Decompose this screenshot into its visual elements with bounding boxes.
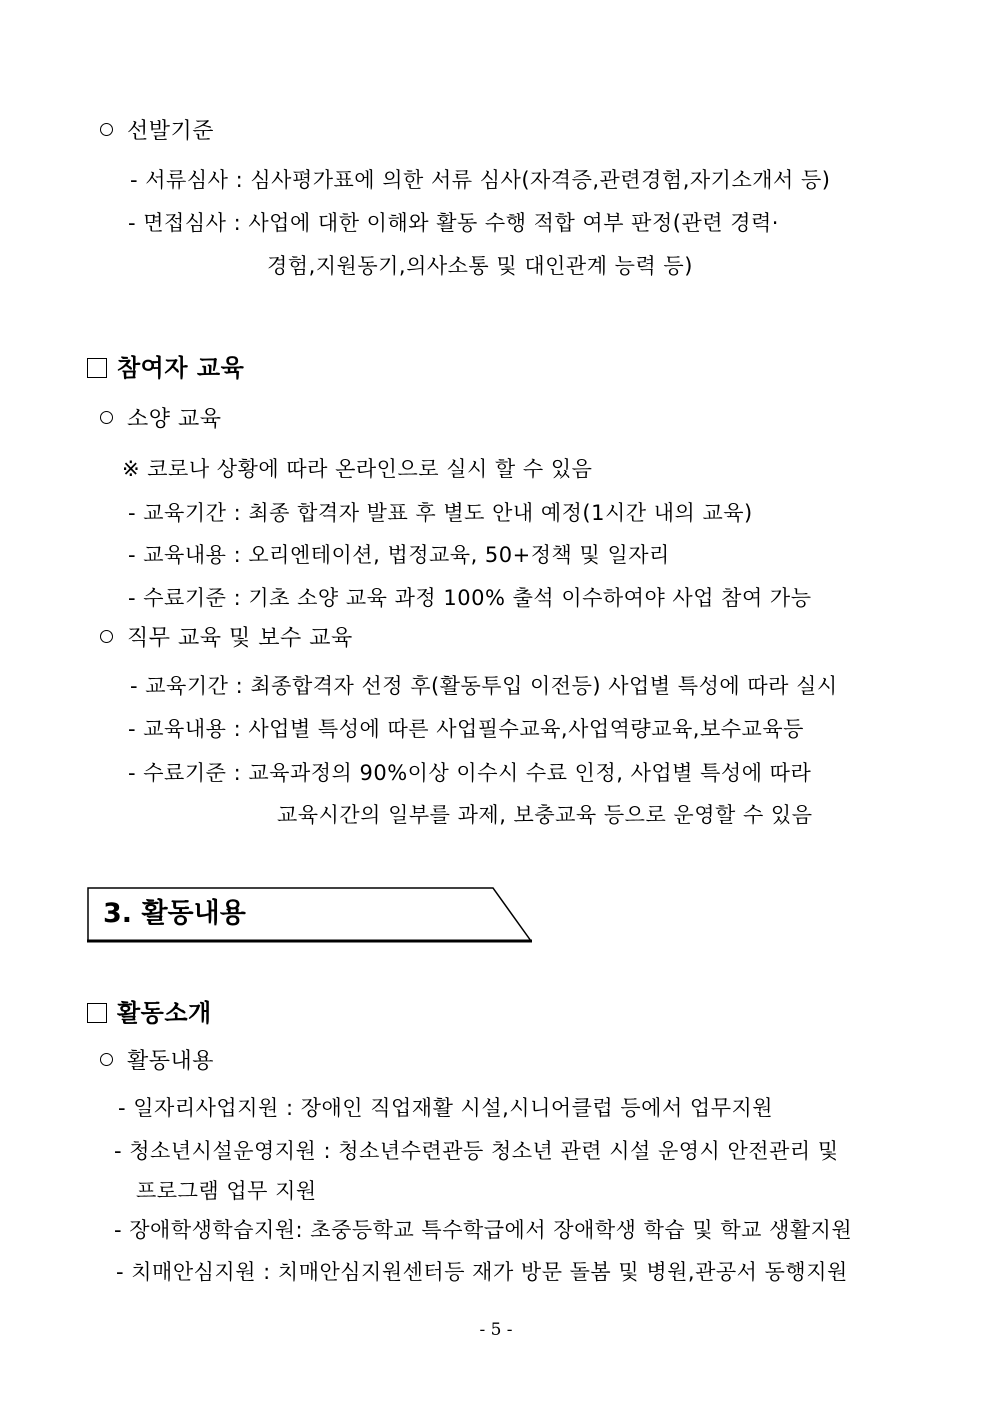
- activity-item-disabled-student: - 장애학생학습지원: 초중등학교 특수학급에서 장애학생 학습 및 학교 생활지원: [114, 1218, 853, 1242]
- job-education-heading: 직무 교육 및 보수 교육: [100, 625, 353, 653]
- basic-education-content: - 교육내용 : 오리엔테이션, 법정교육, 50+정책 및 일자리: [128, 543, 670, 567]
- circle-bullet-icon: [100, 123, 113, 136]
- selection-interview-cont: 경험,지원동기,의사소통 및 대인관계 능력 등): [267, 254, 693, 278]
- circle-bullet-icon: [100, 411, 113, 424]
- selection-document-review: - 서류심사 : 심사평가표에 의한 서류 심사(자격증,관련경험,자기소개서 등): [130, 168, 831, 192]
- selection-criteria-heading: 선발기준: [100, 118, 214, 146]
- section-title: 3. 활동내용: [103, 898, 246, 929]
- square-bullet-icon: [87, 358, 107, 378]
- job-education-period: - 교육기간 : 최종합격자 선정 후(활동투입 이전등) 사업별 특성에 따라 실시: [130, 674, 838, 698]
- section-header-box: [87, 887, 533, 943]
- square-bullet-icon: [87, 1003, 107, 1023]
- circle-bullet-icon: [100, 1053, 113, 1066]
- job-education-content: - 교육내용 : 사업별 특성에 따른 사업필수교육,사업역량교육,보수교육등: [128, 717, 804, 741]
- basic-education-note: ※ 코로나 상황에 따라 온라인으로 실시 할 수 있음: [122, 457, 593, 481]
- activity-item-dementia: - 치매안심지원 : 치매안심지원센터등 재가 방문 돌봄 및 병원,관공서 동행지원: [116, 1260, 848, 1284]
- activity-content-heading: 활동내용: [100, 1048, 214, 1076]
- job-education-completion-cont: 교육시간의 일부를 과제, 보충교육 등으로 운영할 수 있음: [277, 803, 813, 827]
- basic-education-heading: 소양 교육: [100, 406, 222, 434]
- basic-education-period: - 교육기간 : 최종 합격자 발표 후 별도 안내 예정(1시간 내의 교육): [128, 501, 753, 525]
- page-number: - 5 -: [479, 1320, 513, 1340]
- circle-bullet-icon: [100, 630, 113, 643]
- basic-education-completion: - 수료기준 : 기초 소양 교육 과정 100% 출석 이수하여야 사업 참여 가능: [128, 586, 812, 610]
- participant-education-title: 참여자 교육: [87, 354, 244, 382]
- job-education-completion: - 수료기준 : 교육과정의 90%이상 이수시 수료 인정, 사업별 특성에 따라: [128, 761, 812, 785]
- selection-interview: - 면접심사 : 사업에 대한 이해와 활동 수행 적합 여부 판정(관련 경력·: [128, 211, 779, 235]
- activity-item-youth-facility: - 청소년시설운영지원 : 청소년수련관등 청소년 관련 시설 운영시 안전관리 및: [114, 1139, 839, 1163]
- activity-intro-title: 활동소개: [87, 999, 212, 1027]
- activity-item-youth-facility-cont: 프로그램 업무 지원: [136, 1179, 317, 1203]
- activity-item-job-support: - 일자리사업지원 : 장애인 직업재활 시설,시니어클럽 등에서 업무지원: [118, 1096, 774, 1120]
